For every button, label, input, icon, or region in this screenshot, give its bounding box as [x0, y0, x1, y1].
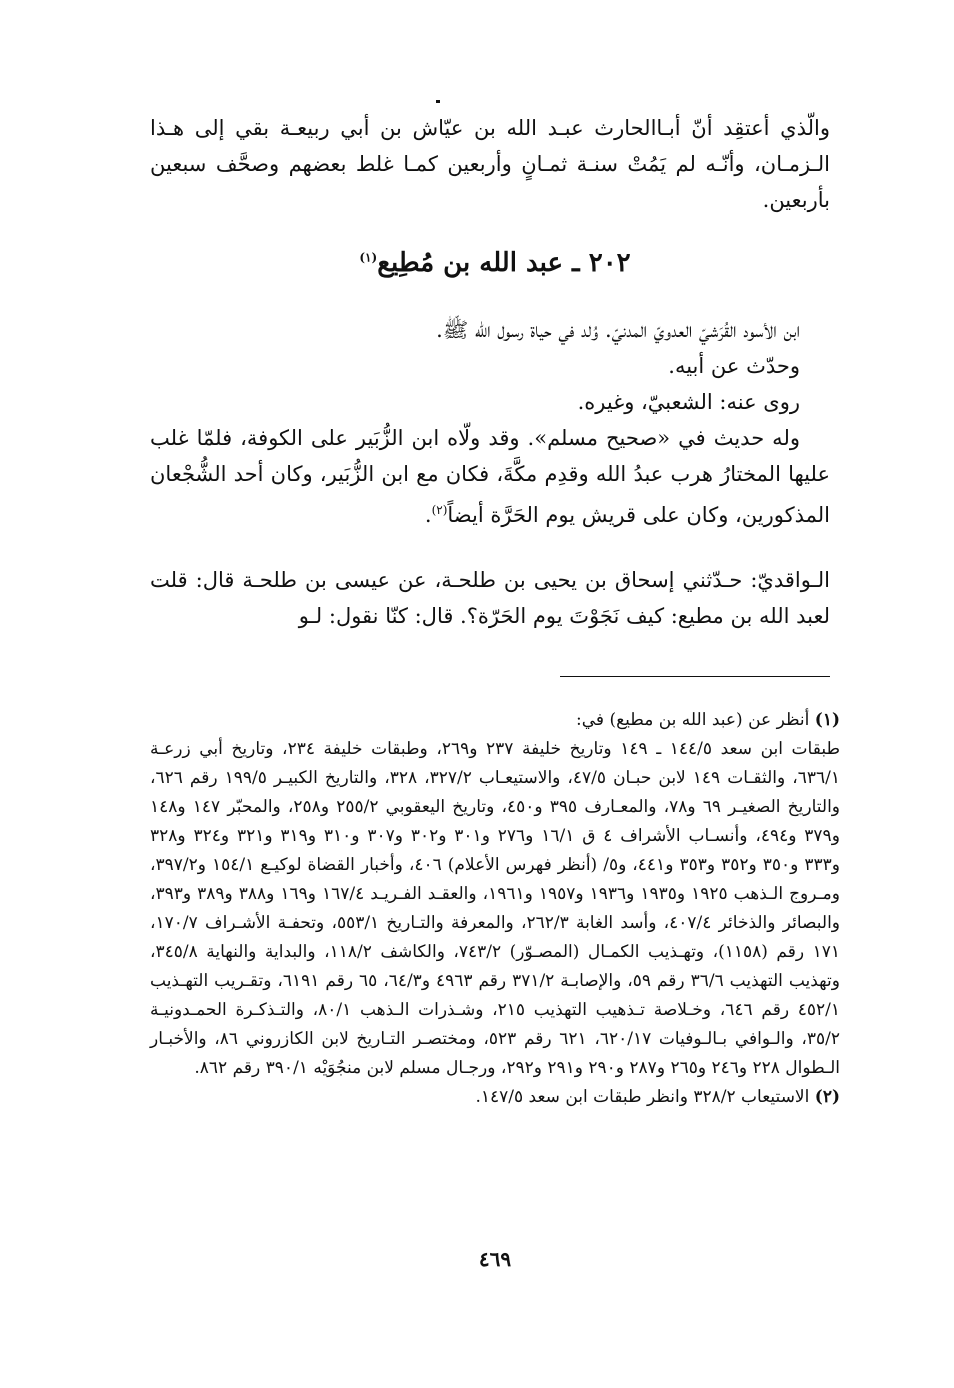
footnote-1-body: طبقات ابن سعد ١٤٤/٥ ـ ١٤٩ وتاريخ خليفة ٢٣٧ و٢٦٩، وطبقات خليفة ٢٣٤، وتاريخ أبي زرعـة ٦٣٦/١، والثقـات ١٤٩ لابن حبـان ٤٧/٥، والاستيعـاب ٣٢٧/٢، ٣٢٨، والتاريخ الكبيـر ١٩٩/٥ رقم ٦٢٦، والتاريخ الصغيـر ٦٩ و٧٨، والمعـارف ٣٩٥ و٤٥٠، وتاريخ اليعقوبي ٢٥٥/٢ و٢٥٨، والمحبّر ١٤٧ و١٤٨ و٣٧٩ و٤٩٤، وأنسـاب الأشراف ٤ ق ١٦/١ و٢٧٦ و٣٠١ و٣٠٢ و٣٠٧ و٣١٠ و٣١٩ و٣٢١ و٣٢٤ و٣٢٨ و٣٣٣ و٣٥٠ و٣٥٢ و٣٥٣ و٤٤١، و٥/ (أنظر فهرس الأعلام) ٤٠٦، وأخبار القضاة لوكيـع ١٥٤/١ و٣٩٧/٢، ومـروج الـذهب ١٩٢٥ و١٩٣٥ و١٩٣٦ و١٩٥٧ و١٩٦١، والعقـد الفـريـد ١٦٧/٤ و١٦٩ و٣٨٨ و٣٨٩ و٣٩٣، والبصائر والذخائر ٤٠٧/٤، وأسد الغابة ٢٦٢/٣، والمعرفة والتـاريخ ٥٥٣/١، وتحفـة الأشـراف ١٧٠/٧، ١٧١ رقم (١١٥٨)، وتهـذيب الكمـال (المصـوّر) ٧٤٣/٢، والكاشف ١١٨/٢، والبداية والنهاية ٣٤٥/٨، وتهذيب التهذيب ٣٦/٦ رقم ٥٩، والإصابـة ٣٧١/٢ رقم ٤٩٦٣ و٦٤/٣، ٦٥ رقم ٦١٩١، وتقـريب التهـذيب ٤٥٢/١ رقم ٦٤٦، وخـلاصة تـذهيب التهذيب ٢١٥، وشـذرات الـذهب ٨٠/١، والتـذكـرة الحمـدونيـة ٣٥/٢، والـوافي بـالـوفيات ٦٢٠/١٧، ٦٢١ رقم ٥٢٣، ومختصـر التـاريخ لابن الكازروني ٨٦، والأخبـار الـطوال ٢٢٨ و٢٤٦ و٢٦٥ و٢٨٧ و٢٩٠ و٢٩١ و٢٩٢، ورجـال مسلم لابن منجُوَيْه ٣٩٠/١ رقم ٨٦٢.: [150, 739, 841, 1078]
footnote-1-heading: أنظر عن (عبد الله بن مطيع) في:: [576, 710, 810, 730]
bio-paragraph-text: وله حديث في «صحيح مسلم». وقد ولّاه ابن الزُّبَير على الكوفة، فلمّا غلب عليها المختارُ هرب عبدُ الله وقدِم مكَّةَ، فكان مع ابن الزُّبَير، وكان أحد الشُّجْعان المذكورين، وكان على قريش يوم الحَرَّة أيضاً: [150, 426, 830, 527]
footnote-2: [150, 1083, 840, 1112]
bio-paragraph: [150, 420, 830, 533]
biography-section: [150, 312, 830, 533]
entry-title: [150, 248, 840, 278]
bio-line-3: روى عنه: الشعبيّ، وغيره.: [577, 390, 800, 414]
bio-line-1: ابن الأسود القُرَشيّ العدويّ المدنيّ. وُلد في حياة رسول الله ﷺ.: [436, 318, 800, 342]
footnote-ref-1: (١): [359, 250, 378, 265]
footnote-2-number: (٢): [814, 1087, 840, 1107]
intro-paragraph: والّذي أعتقِد أنّ أبـاالحارث عبـد الله بن عيّاش بن أبي ربيعـة بقي إلى هـذا الـزمـان، وأنّـه لم يَمُتْ سنـة ثمـانٍ وأربعين كمـا غلط بعضهم وصحَّف سبعين بأربعين.: [150, 116, 830, 212]
waqidi-section: [150, 562, 830, 634]
book-page: [150, 0, 840, 1388]
footnote-1-number: (١): [814, 710, 840, 730]
footnotes: [150, 706, 840, 1112]
entry-title-text: ٢٠٢ ـ عبد الله بن مُطِيع: [377, 248, 631, 278]
footnote-ref-2: (٢): [431, 503, 448, 517]
bio-paragraph-end: .: [424, 503, 432, 527]
footnote-separator: [560, 676, 830, 677]
footnote-2-body: الاستيعاب ٣٢٨/٢ وانظر طبقات ابن سعد ١٤٧/٥.: [475, 1087, 810, 1107]
waqidi-paragraph: الـواقديّ: حـدّثني إسحاق بن يحيى بن طلحـة، عن عيسى بن طلحـة قال: قلت لعبد الله بن مطيع: كيف نَجَوْتَ يوم الحَرّة؟. قال: كنّا نقول: لـو: [150, 568, 830, 628]
bio-line-2: وحدّث عن أبيه.: [668, 354, 800, 378]
page-number: ٤٦٩: [478, 1247, 512, 1271]
footnote-1-head: [150, 706, 840, 735]
ink-mark: [436, 100, 440, 103]
